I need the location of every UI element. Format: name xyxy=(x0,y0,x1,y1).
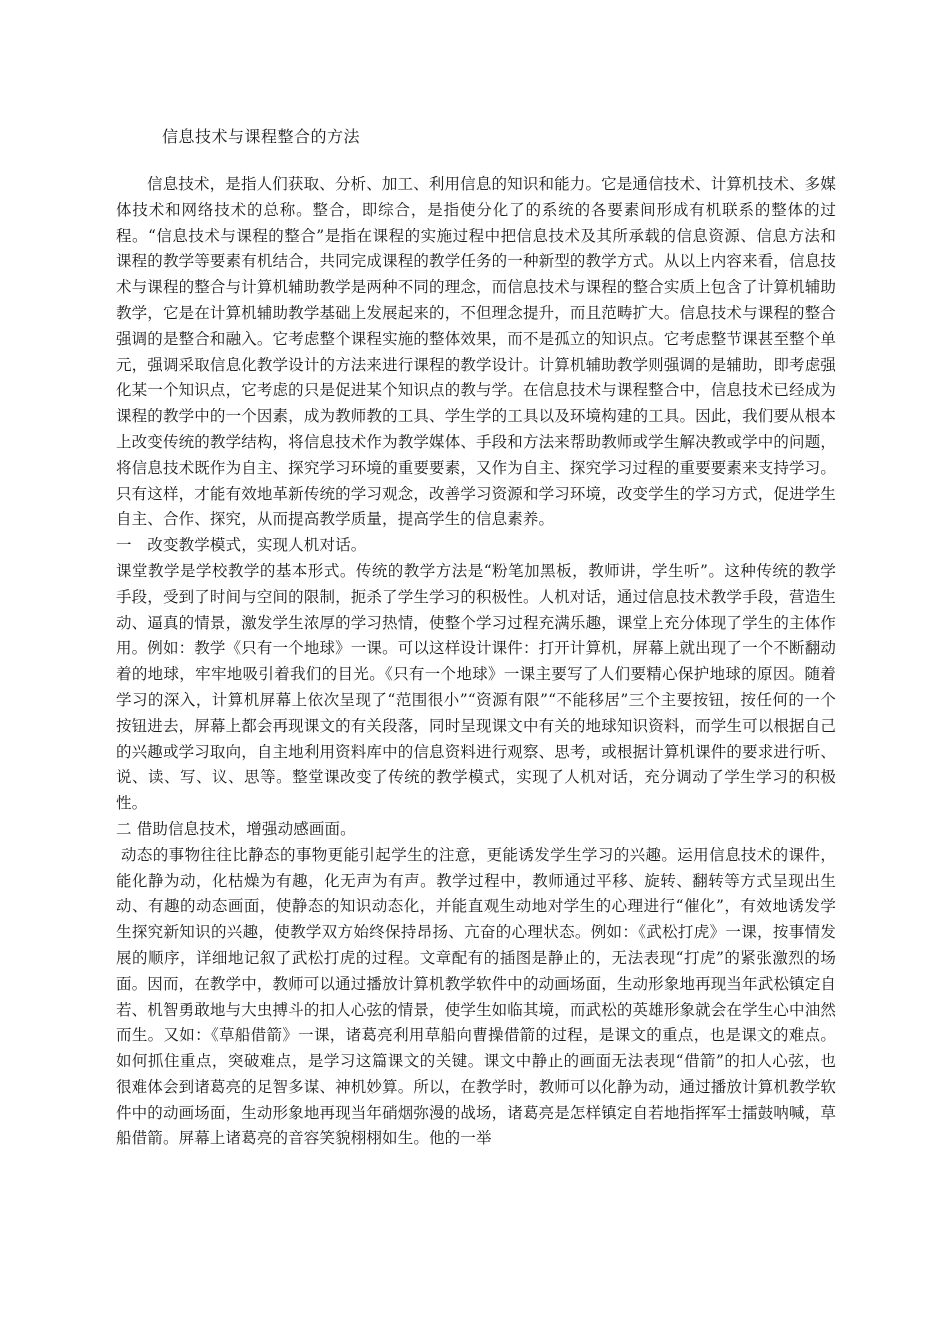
section-2-paragraph: 动态的事物往往比静态的事物更能引起学生的注意，更能诱发学生学习的兴趣。运用信息技术的课件，能化静为动，化枯燥为有趣，化无声为有声。教学过程中，教师通过平移、旋转、翻转等方式呈现出生动、有趣的动态画面，使静态的知识动态化，并能直观生动地对学生的心理进行“催化”，有效地诱发学生探究新知识的兴趣，使教学双方始终保持昂扬、亢奋的心理状态。例如：《武松打虎》一课，按事情发展的顺序，详细地记叙了武松打虎的过程。文章配有的插图是静止的，无法表现“打虎”的紧张激烈的场面。因而，在教学中，教师可以通过播放计算机教学软件中的动画场面，生动形象地再现当年武松镇定自若、机智勇敢地与大虫搏斗的扣人心弦的情景，使学生如临其境，而武松的英雄形象就会在学生心中油然而生。又如：《草船借箭》一课，诸葛亮利用草船向曹操借箭的过程，是课文的重点，也是课文的难点。如何抓住重点，突破难点，是学习这篇课文的关键。课文中静止的画面无法表现“借箭”的扣人心弦，也很难体会到诸葛亮的足智多谋、神机妙算。所以，在教学时，教师可以化静为动，通过播放计算机教学软件中的动画场面，生动形象地再现当年硝烟弥漫的战场，诸葛亮是怎样镇定自若地指挥军士擂鼓呐喊，草船借箭。屏幕上诸葛亮的音容笑貌栩栩如生。他的一举 xyxy=(116,845,836,1148)
section-1-paragraph: 课堂教学是学校教学的基本形式。传统的教学方法是“粉笔加黑板，教师讲，学生听”。这种传统的教学手段，受到了时间与空间的限制，扼杀了学生学习的积极性。人机对话，通过信息技术教学手段，营造生动、逼真的情景，激发学生浓厚的学习热情，使整个学习过程充满乐趣，课堂上充分体现了学生的主体作用。例如：教学《只有一个地球》一课。可以这样设计课件：打开计算机，屏幕上就出现了一个不断翻动着的地球，牢牢地吸引着我们的目光。《只有一个地球》一课主要写了人们要精心保护地球的原因。随着学习的深入，计算机屏幕上依次呈现了“范围很小”“资源有限”“不能移居”三个主要按钮，按任何的一个按钮进去，屏幕上都会再现课文的有关段落，同时呈现课文中有关的地球知识资料，而学生可以根据自己的兴趣或学习取向，自主地利用资料库中的信息资料进行观察、思考，或根据计算机课件的要求进行听、说、读、写、议、思等。整堂课改变了传统的教学模式，实现了人机对话，充分调动了学生学习的积极性。 xyxy=(116,561,836,813)
section-heading-1: 一 改变教学模式，实现人机对话。 xyxy=(116,536,367,555)
section-heading-2: 二 借助信息技术，增强动感画面。 xyxy=(116,819,356,838)
intro-paragraph: 信息技术，是指人们获取、分析、加工、利用信息的知识和能力。它是通信技术、计算机技术、多媒体技术和网络技术的总称。整合，即综合，是指使分化了的系统的各要素间形成有机联系的整体的过程。“信息技术与课程的整合”是指在课程的实施过程中把信息技术及其所承载的信息资源、信息方法和课程的教学等要素有机结合，共同完成课程的教学任务的一种新型的教学方式。从以上内容来看，信息技术与课程的整合与计算机辅助教学是两种不同的理念，而信息技术与课程的整合实质上包含了计算机辅助教学，它是在计算机辅助教学基础上发展起来的，不但理念提升，而且范畴扩大。信息技术与课程的整合强调的是整合和融入。它考虑整个课程实施的整体效果，而不是孤立的知识点。它考虑整节课甚至整个单元，强调采取信息化教学设计的方法来进行课程的教学设计。计算机辅助教学则强调的是辅助，即考虑强化某一个知识点，它考虑的只是促进某个知识点的教与学。在信息技术与课程整合中，信息技术已经成为课程的教学中的一个因素，成为教师教的工具、学生学的工具以及环境构建的工具。因此，我们要从根本上改变传统的教学结构，将信息技术作为教学媒体、手段和方法来帮助教师或学生解决教或学中的问题，将信息技术既作为自主、探究学习环境的重要要素，又作为自主、探究学习过程的重要要素来支持学习。只有这样，才能有效地革新传统的学习观念，改善学习资源和学习环境，改变学生的学习方式，促进学生自主、合作、探究，从而提高教学质量，提高学生的信息素养。 xyxy=(116,175,836,529)
document-body xyxy=(116,172,836,1152)
document-title: 信息技术与课程整合的方法 xyxy=(162,127,361,146)
